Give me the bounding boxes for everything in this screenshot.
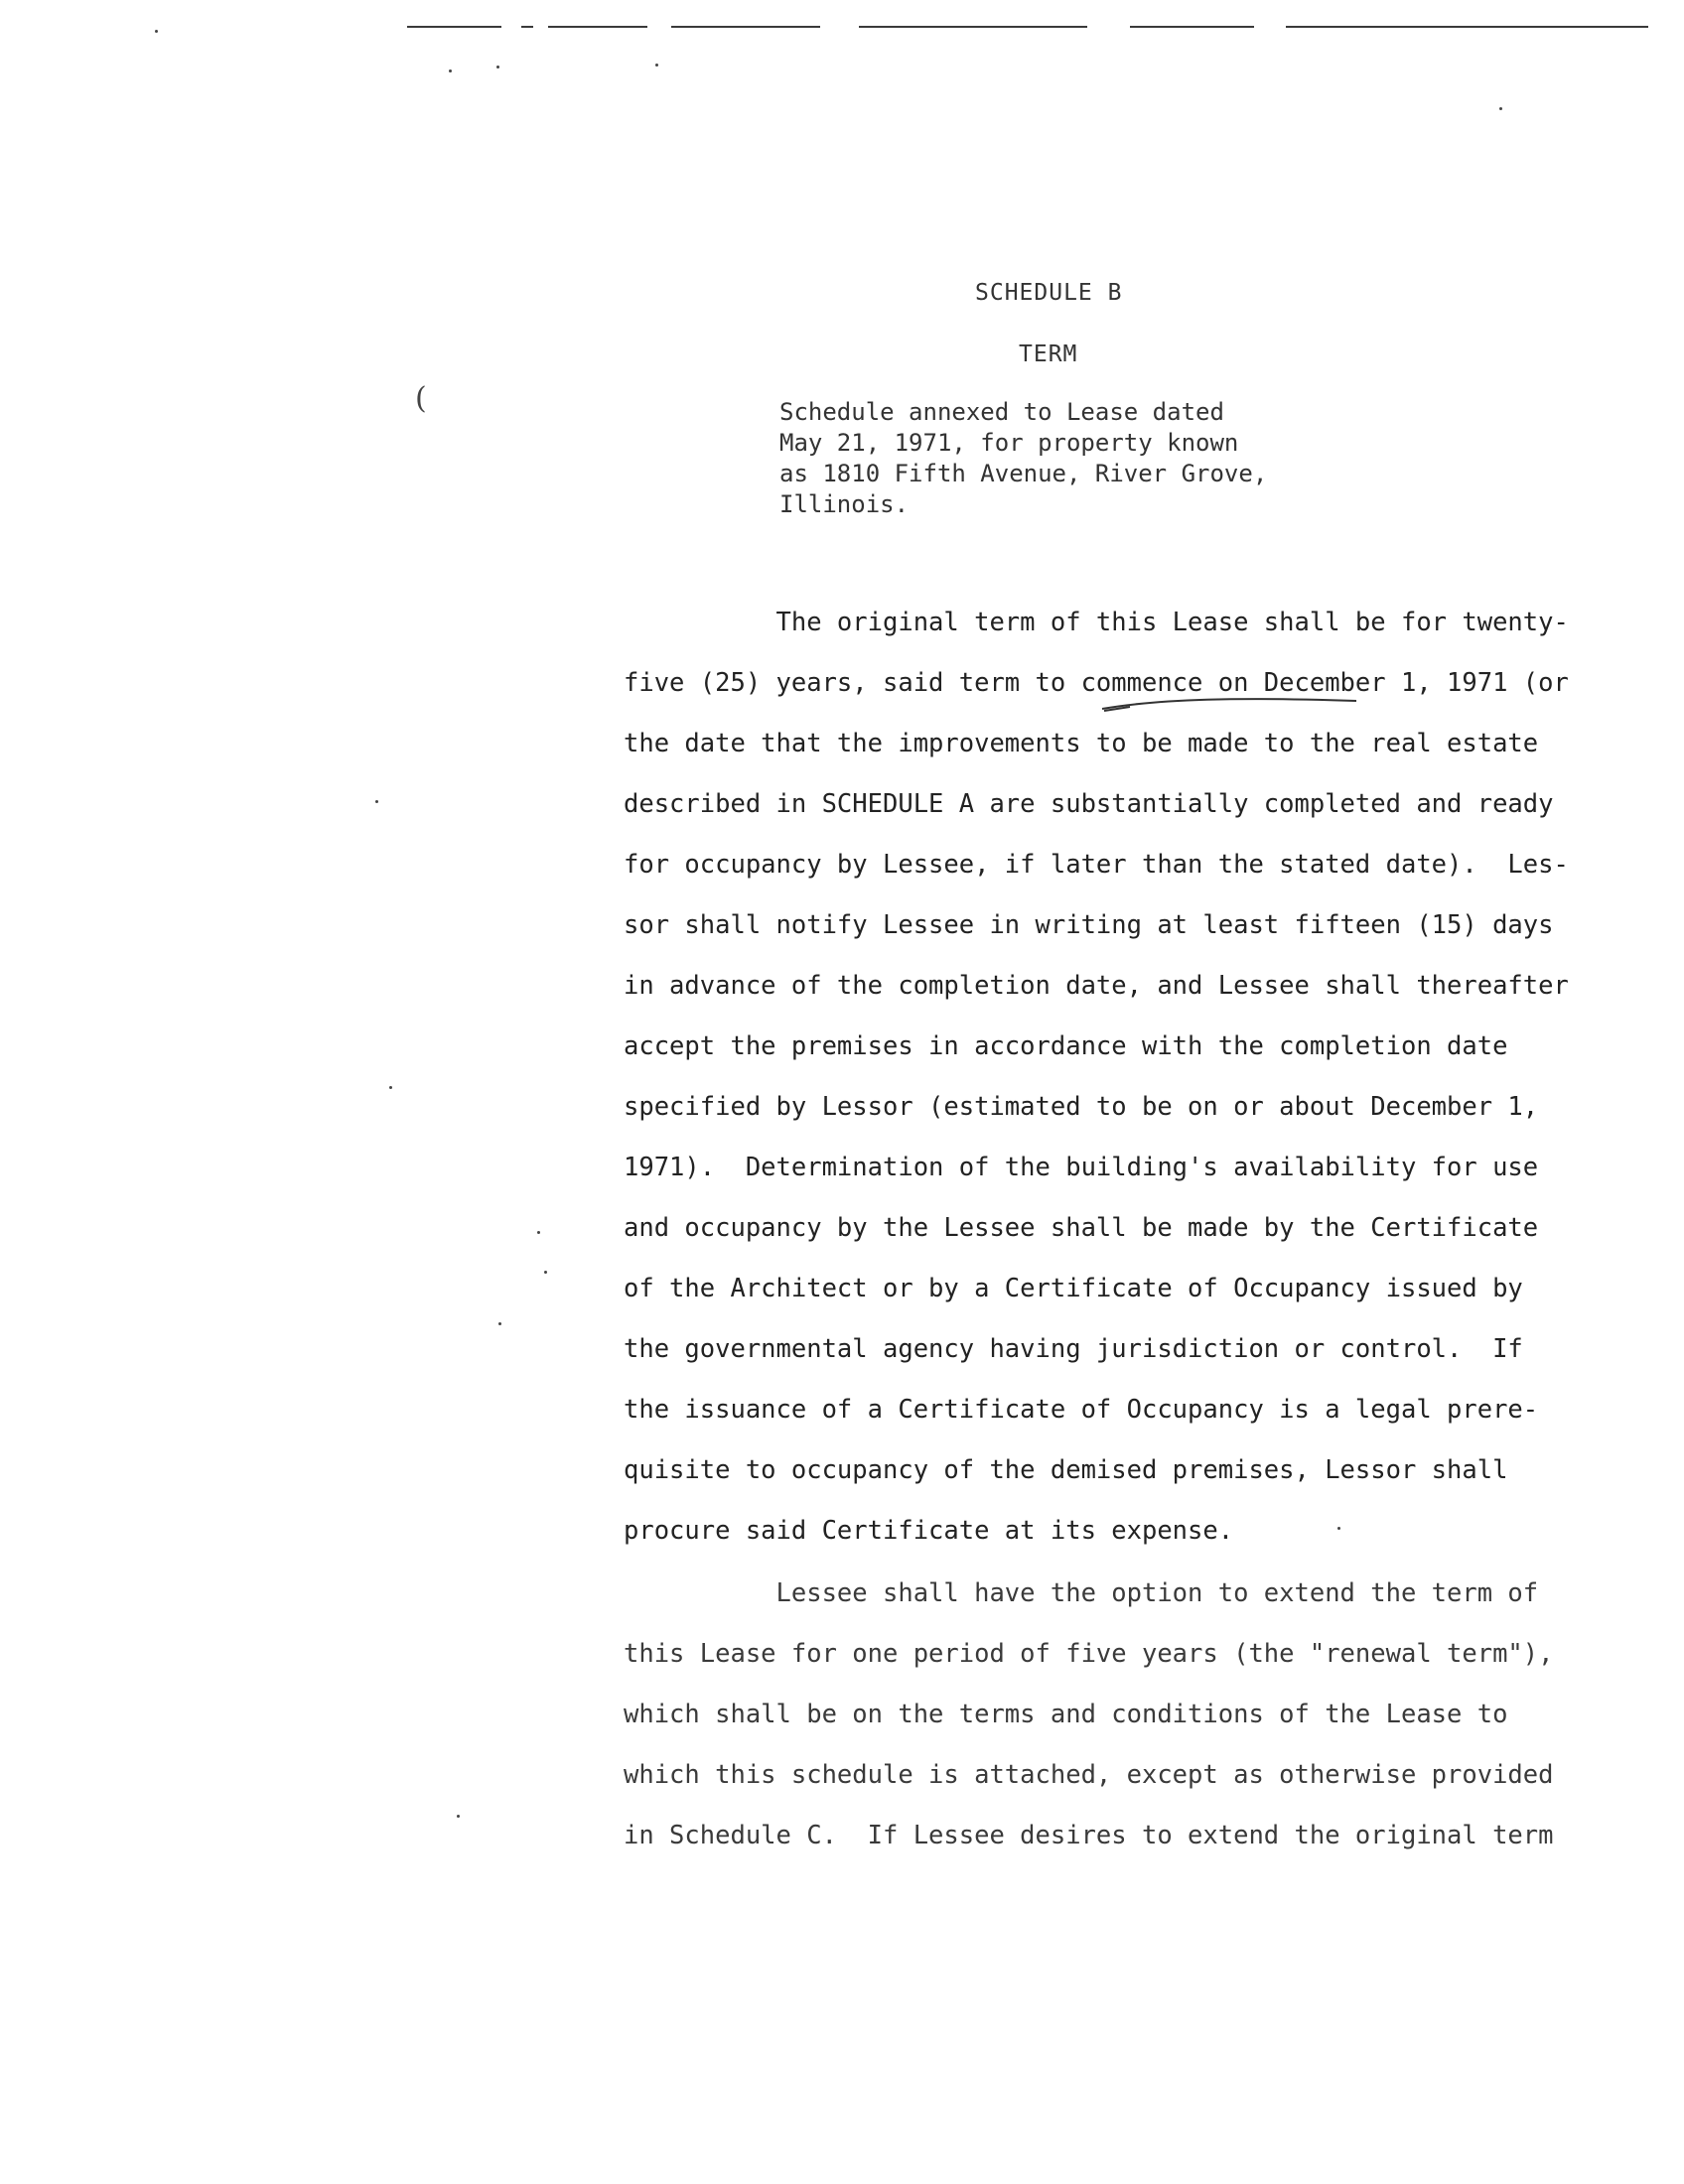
text-line: for occupancy by Lessee, if later than the stated date). Les- [624, 850, 1569, 880]
annex-line: as 1810 Fifth Avenue, River Grove, [779, 460, 1268, 487]
scan-artifact-rule [548, 26, 647, 28]
annex-note [779, 397, 1395, 520]
text-line: which shall be on the terms and conditions of the Lease to [624, 1700, 1508, 1729]
scan-speck [537, 1231, 540, 1234]
text-line: this Lease for one period of five years (the "renewal term"), [624, 1639, 1554, 1669]
scan-artifact-rule [859, 26, 1087, 28]
text-line: and occupancy by the Lessee shall be made by the Certificate [624, 1213, 1539, 1243]
text-line: specified by Lessor (estimated to be on or about December 1, [624, 1092, 1539, 1122]
text-line: the governmental agency having jurisdiction or control. If [624, 1334, 1523, 1364]
scan-speck [498, 1322, 501, 1325]
scan-artifact-rule [407, 26, 501, 28]
text-line: The original term of this Lease shall be for twenty- [624, 608, 1569, 637]
scan-speck [389, 1086, 392, 1089]
text-line: described in SCHEDULE A are substantially completed and ready [624, 789, 1554, 819]
scan-artifact-rule [1286, 26, 1648, 28]
text-line: procure said Certificate at its expense. [624, 1516, 1234, 1546]
text-line: Lessee shall have the option to extend the term of [624, 1578, 1539, 1608]
text-line: quisite to occupancy of the demised premises, Lessor shall [624, 1455, 1508, 1485]
text-line: the issuance of a Certificate of Occupancy is a legal prere- [624, 1395, 1539, 1425]
handwritten-underline-mark [1100, 695, 1358, 715]
text-line: in advance of the completion date, and Lessee shall thereafter [624, 971, 1569, 1001]
section-title: TERM [1019, 341, 1078, 367]
scan-speck [155, 30, 158, 33]
text-line: sor shall notify Lessee in writing at least fifteen (15) days [624, 910, 1554, 940]
text-line: in Schedule C. If Lessee desires to extend the original term [624, 1821, 1554, 1850]
text-line: 1971). Determination of the building's availability for use [624, 1153, 1539, 1182]
annex-line: May 21, 1971, for property known [779, 429, 1239, 457]
scan-artifact-rule [1130, 26, 1254, 28]
margin-mark: ( [415, 381, 427, 416]
scan-speck [375, 800, 378, 803]
scan-speck [449, 69, 452, 72]
text-line: the date that the improvements to be made to the real estate [624, 729, 1539, 758]
annex-line: Illinois. [779, 490, 910, 518]
text-line: which this schedule is attached, except as otherwise provided [624, 1760, 1554, 1790]
scan-artifact-rule [671, 26, 820, 28]
text-line: five (25) years, said term to commence on December 1, 1971 (or [624, 668, 1569, 698]
scan-speck [496, 66, 499, 68]
schedule-title: SCHEDULE B [975, 280, 1123, 306]
text-line: accept the premises in accordance with the completion date [624, 1031, 1508, 1061]
scan-artifact-rule [521, 26, 533, 28]
scan-speck [1337, 1527, 1340, 1530]
scan-speck [544, 1271, 547, 1274]
scan-speck [1499, 107, 1502, 110]
annex-line: Schedule annexed to Lease dated [779, 398, 1224, 426]
text-line: of the Architect or by a Certificate of Occupancy issued by [624, 1274, 1523, 1303]
scan-speck [457, 1815, 460, 1818]
scan-speck [655, 64, 658, 67]
